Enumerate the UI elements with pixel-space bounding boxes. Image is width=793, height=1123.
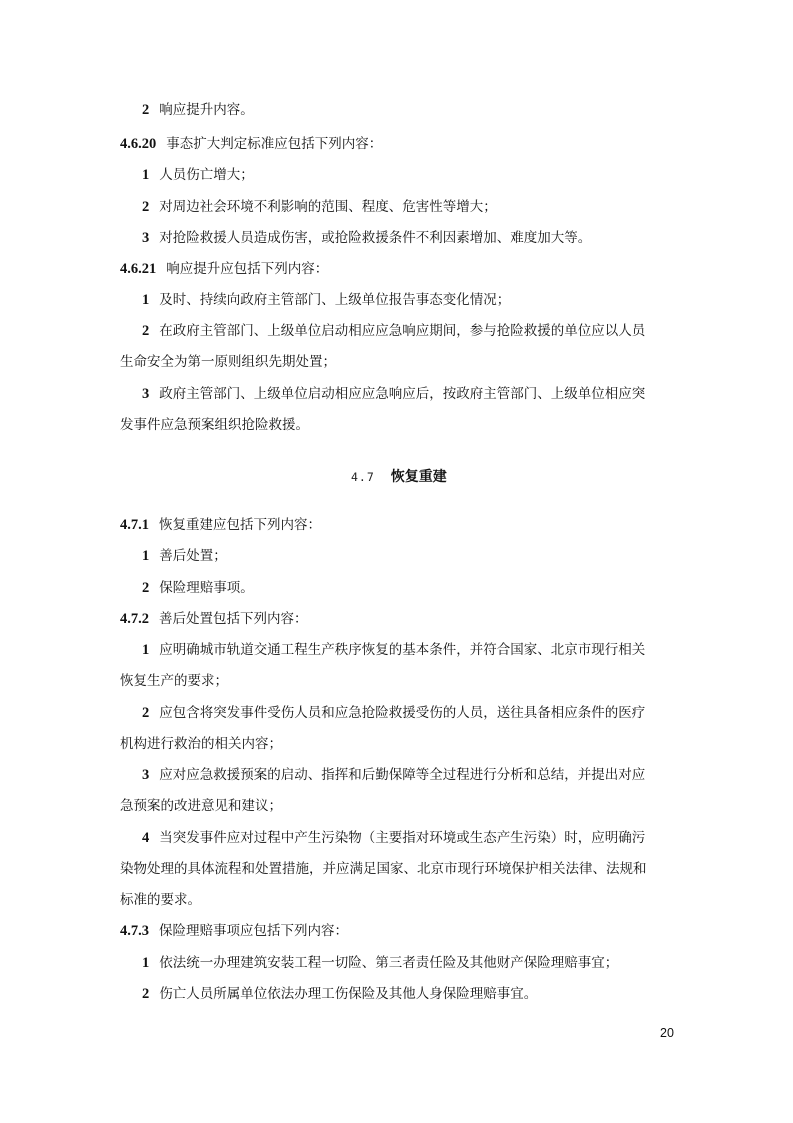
clause-4-7-1: 4.7.1 恢复重建应包括下列内容：	[120, 517, 321, 533]
list-item-continuation: 恢复生产的要求；	[120, 673, 228, 689]
list-item: 1 人员伤亡增大；	[142, 167, 254, 183]
list-item: 1 依法统一办理建筑安装工程一切险、第三者责任险及其他财产保险理赔事宜；	[142, 955, 619, 971]
list-item: 4 当突发事件应对过程中产生污染物（主要指对环境或生态产生污染）时，应明确污	[142, 830, 646, 846]
list-item-continuation: 机构进行救治的相关内容；	[120, 736, 282, 752]
list-item: 1 善后处置；	[142, 548, 227, 564]
list-item-continuation: 发事件应急预案组织抢险救援。	[120, 417, 309, 433]
clause-4-7-2: 4.7.2 善后处置包括下列内容：	[120, 611, 308, 627]
list-item: 2 保险理赔事项。	[142, 580, 254, 596]
page-number: 20	[660, 1026, 674, 1040]
list-item: 2 伤亡人员所属单位依法办理工伤保险及其他人身保险理赔事宜。	[142, 986, 538, 1002]
list-item: 2 对周边社会环境不利影响的范围、程度、危害性等增大；	[142, 199, 497, 215]
list-item: 3 应对应急救援预案的启动、指挥和后勤保障等全过程进行分析和总结，并提出对应	[142, 767, 646, 783]
list-item: 2 响应提升内容。	[142, 102, 254, 118]
clause-4-6-21: 4.6.21 响应提升应包括下列内容：	[120, 261, 329, 277]
list-item: 1 应明确城市轨道交通工程生产秩序恢复的基本条件，并符合国家、北京市现行相关	[142, 642, 646, 658]
list-item: 1 及时、持续向政府主管部门、上级单位报告事态变化情况；	[142, 292, 511, 308]
list-item-continuation: 生命安全为第一原则组织先期处置；	[120, 354, 336, 370]
list-item-continuation: 染物处理的具体流程和处置措施，并应满足国家、北京市现行环境保护相关法律、法规和	[120, 861, 647, 877]
list-item-continuation: 急预案的改进意见和建议；	[120, 798, 282, 814]
clause-4-6-20: 4.6.20 事态扩大判定标准应包括下列内容：	[120, 136, 383, 152]
list-item: 3 政府主管部门、上级单位启动相应应急响应后，按政府主管部门、上级单位相应突	[142, 386, 646, 402]
list-item: 3 对抢险救援人员造成伤害，或抢险救援条件不利因素增加、难度加大等。	[142, 230, 592, 246]
list-item-continuation: 标准的要求。	[120, 892, 201, 908]
clause-4-7-3: 4.7.3 保险理赔事项应包括下列内容：	[120, 923, 348, 939]
section-heading: 4.7 恢复重建	[351, 469, 447, 485]
list-item: 2 在政府主管部门、上级单位启动相应应急响应期间，参与抢险救援的单位应以人员	[142, 323, 646, 339]
list-item: 2 应包含将突发事件受伤人员和应急抢险救援受伤的人员，送往具备相应条件的医疗	[142, 705, 646, 721]
